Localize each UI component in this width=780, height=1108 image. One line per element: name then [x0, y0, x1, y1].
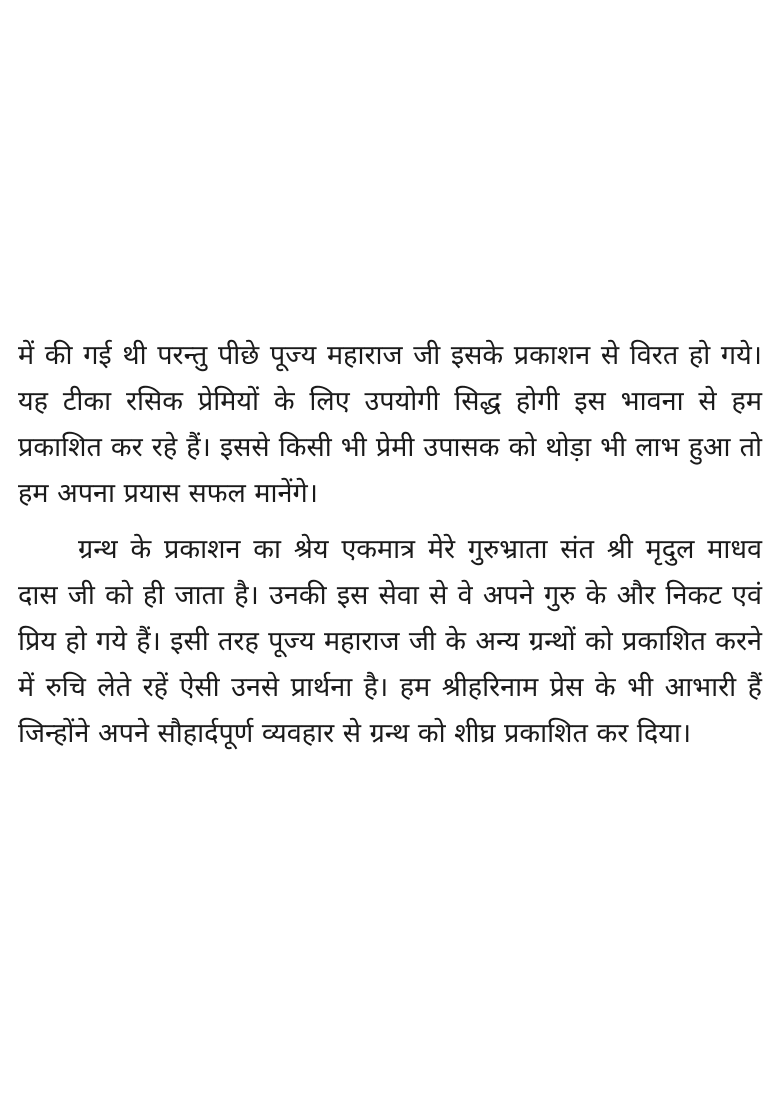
text-line: हम अपना प्रयास सफल मानेंगे। [18, 478, 318, 509]
paragraph-1 [18, 333, 762, 517]
text-line: प्रिय हो गये हैं। इसी तरह पूज्य महाराज जी के अन्य ग्रन्थों को प्रकाशित करने [18, 626, 762, 657]
paragraph-2 [18, 527, 762, 757]
text-line: में रुचि लेते रहें ऐसी उनसे प्रार्थना है। हम श्रीहरिनाम प्रेस के भी आभारी हैं [18, 672, 762, 703]
text-line: प्रकाशित कर रहे हैं। इससे किसी भी प्रेमी उपासक को थोड़ा भी लाभ हुआ तो [18, 432, 762, 463]
text-line: ग्रन्थ के प्रकाशन का श्रेय एकमात्र मेरे गुरुभ्राता संत श्री मृदुल माधव [78, 534, 762, 565]
paragraph-gap [18, 517, 762, 527]
text-line: दास जी को ही जाता है। उनकी इस सेवा से वे अपने गुरु के और निकट एवं [18, 580, 762, 611]
text-line: में की गई थी परन्तु पीछे पूज्य महाराज जी इसके प्रकाशन से विरत हो गये। [18, 340, 762, 371]
text-line: जिन्होंने अपने सौहार्दपूर्ण व्यवहार से ग्रन्थ को शीघ्र प्रकाशित कर दिया। [18, 718, 692, 749]
text-line: यह टीका रसिक प्रेमियों के लिए उपयोगी सिद्ध होगी इस भावना से हम [18, 386, 762, 417]
document-page [18, 333, 762, 757]
